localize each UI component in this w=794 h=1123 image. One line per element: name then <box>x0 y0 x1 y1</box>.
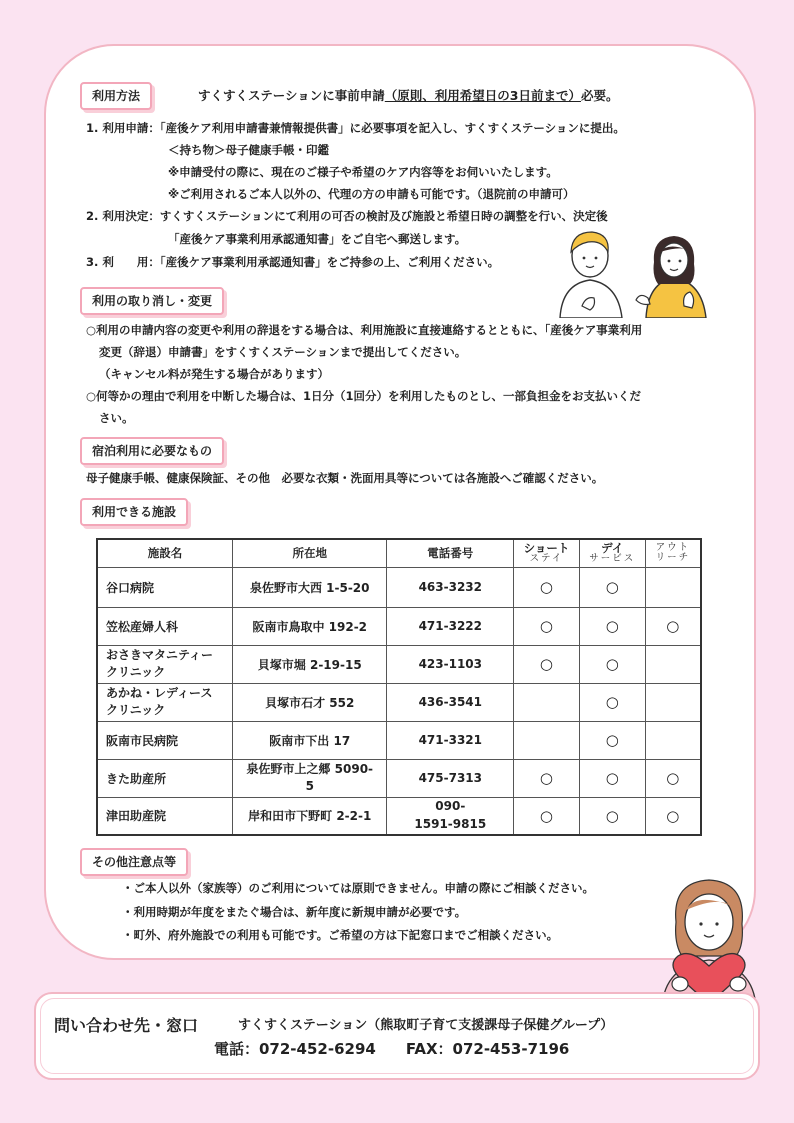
table-row <box>97 567 701 607</box>
short-stay-mark: ○ <box>514 607 580 645</box>
header-outreach <box>645 539 701 567</box>
section-title-stay: 宿泊利用に必要なもの <box>80 437 224 465</box>
header-address: 所在地 <box>233 539 387 567</box>
day-service-mark: ○ <box>579 645 645 683</box>
facility-table <box>96 538 702 836</box>
short-stay-mark <box>514 683 580 721</box>
facility-address: 貝塚市石才 552 <box>233 683 387 721</box>
facility-name: きた助産所 <box>97 759 233 797</box>
table-row <box>97 797 701 835</box>
cancel-line2: 変更（辞退）申請書」をすくすくステーションまで提出してください。 <box>99 345 467 359</box>
short-stay-mark: ○ <box>514 759 580 797</box>
header-phone: 電話番号 <box>387 539 514 567</box>
cancel-line3: （キャンセル料が発生する場合があります） <box>99 367 329 381</box>
outreach-mark <box>645 567 701 607</box>
usage-step1-note2: ※ご利用されるご本人以外の、代理の方の申請も可能です。（退院前の申請可） <box>168 187 575 201</box>
facility-phone: 463-3232 <box>387 567 514 607</box>
notes-item3: ・町外、府外施設での利用も可能です。ご希望の方は下記窓口までご相談ください。 <box>122 928 559 942</box>
outreach-mark <box>645 645 701 683</box>
facility-phone: 471-3222 <box>387 607 514 645</box>
day-service-mark: ○ <box>579 797 645 835</box>
facility-address: 泉佐野市大西 1-5-20 <box>233 567 387 607</box>
facility-phone: 471-3321 <box>387 721 514 759</box>
facility-name: 谷口病院 <box>97 567 233 607</box>
contact-box-inner <box>40 998 754 1074</box>
usage-lead-prefix: すくすくステーションに事前申請 <box>198 88 385 103</box>
facility-name: あかね・レディース クリニック <box>97 683 233 721</box>
table-row <box>97 683 701 721</box>
section-title-notes: その他注意点等 <box>80 848 188 876</box>
facility-address: 岸和田市下野町 2-2-1 <box>233 797 387 835</box>
facility-address: 泉佐野市上之郷 5090- 5 <box>233 759 387 797</box>
stay-text: 母子健康手帳、健康保険証、その他 必要な衣類・洗面用具等については各施設へご確認ください。 <box>86 471 604 485</box>
facility-phone: 436-3541 <box>387 683 514 721</box>
section-title-usage: 利用方法 <box>80 82 152 110</box>
outreach-mark: ○ <box>645 759 701 797</box>
outreach-mark <box>645 721 701 759</box>
day-service-mark: ○ <box>579 567 645 607</box>
table-row <box>97 759 701 797</box>
cancel-line4: ○何等かの理由で利用を中断した場合は、1日分（1回分）を利用したものとし、一部負担金をお支払いくだ <box>86 389 642 403</box>
contact-box <box>34 992 760 1080</box>
facility-table-header <box>97 539 701 567</box>
cancel-line1: ○利用の申請内容の変更や利用の辞退をする場合は、利用施設に直接連絡するとともに、「産後ケア事業利用 <box>86 323 643 337</box>
header-day-bot: サービス <box>589 553 636 565</box>
header-short-top: ショート <box>523 540 570 555</box>
day-service-mark: ○ <box>579 683 645 721</box>
table-row <box>97 721 701 759</box>
usage-lead-underline: （原則、利用希望日の3日前まで） <box>384 88 581 103</box>
facility-phone: 423-1103 <box>387 645 514 683</box>
facility-address: 阪南市下出 17 <box>233 721 387 759</box>
day-service-mark: ○ <box>579 607 645 645</box>
outreach-mark: ○ <box>645 607 701 645</box>
header-short-stay <box>514 539 580 567</box>
contact-org: すくすくステーション（熊取町子育て支援課母子保健グループ） <box>238 1018 614 1033</box>
header-out-bot: リーチ <box>655 552 691 564</box>
short-stay-mark: ○ <box>514 567 580 607</box>
facility-name: 笠松産婦人科 <box>97 607 233 645</box>
notes-item2: ・利用時期が年度をまたぐ場合は、新年度に新規申請が必要です。 <box>122 905 467 919</box>
short-stay-mark: ○ <box>514 645 580 683</box>
table-row <box>97 607 701 645</box>
facility-name: おさきマタニティー クリニック <box>97 645 233 683</box>
header-name: 施設名 <box>97 539 233 567</box>
contact-label: 問い合わせ先・窓口 <box>54 1016 199 1035</box>
woman-heart-illustration <box>656 872 762 1008</box>
usage-step2: 2. 利用決定：すくすくステーションにて利用の可否の検討及び施設と希望日時の調整を行い、決定後 <box>86 209 608 223</box>
cancel-line5: さい。 <box>99 411 134 425</box>
usage-step1-note1: ※申請受付の際に、現在のご様子や希望のケア内容等をお伺いいたします。 <box>168 165 558 179</box>
facility-address: 阪南市鳥取中 192-2 <box>233 607 387 645</box>
day-service-mark: ○ <box>579 759 645 797</box>
contact-tel: 電話：072-452-6294 FAX：072-453-7196 <box>214 1040 570 1058</box>
usage-lead <box>198 88 618 103</box>
usage-step1: 1. 利用申請：「産後ケア利用申請書兼情報提供書」に必要事項を記入し、すくすくステーションに提出。 <box>86 121 625 135</box>
facility-name: 阪南市民病院 <box>97 721 233 759</box>
facility-phone: 090- 1591-9815 <box>387 797 514 835</box>
usage-step1-items: ＜持ち物＞母子健康手帳・印鑑 <box>168 143 329 157</box>
facility-phone: 475-7313 <box>387 759 514 797</box>
header-short-bot: ステイ <box>529 553 564 565</box>
notes-item1: ・ご本人以外（家族等）のご利用については原則できません。申請の際にご相談ください。 <box>122 881 594 895</box>
short-stay-mark: ○ <box>514 797 580 835</box>
section-title-cancel: 利用の取り消し・変更 <box>80 287 224 315</box>
usage-step2-cont: 「産後ケア事業利用承認通知書」をご自宅へ郵送します。 <box>168 232 467 246</box>
table-row <box>97 645 701 683</box>
outreach-mark: ○ <box>645 797 701 835</box>
header-out-top: アウト <box>655 541 691 553</box>
usage-step3: 3. 利 用：「産後ケア事業利用承認通知書」をご持参の上、ご利用ください。 <box>86 255 500 269</box>
usage-lead-suffix: 必要。 <box>580 88 619 103</box>
outreach-mark <box>645 683 701 721</box>
short-stay-mark <box>514 721 580 759</box>
header-day-service <box>579 539 645 567</box>
section-title-facilities: 利用できる施設 <box>80 498 188 526</box>
day-service-mark: ○ <box>579 721 645 759</box>
couple-illustration <box>556 226 716 318</box>
facility-address: 貝塚市堀 2-19-15 <box>233 645 387 683</box>
facility-name: 津田助産院 <box>97 797 233 835</box>
header-day-top: デイ <box>601 540 624 555</box>
